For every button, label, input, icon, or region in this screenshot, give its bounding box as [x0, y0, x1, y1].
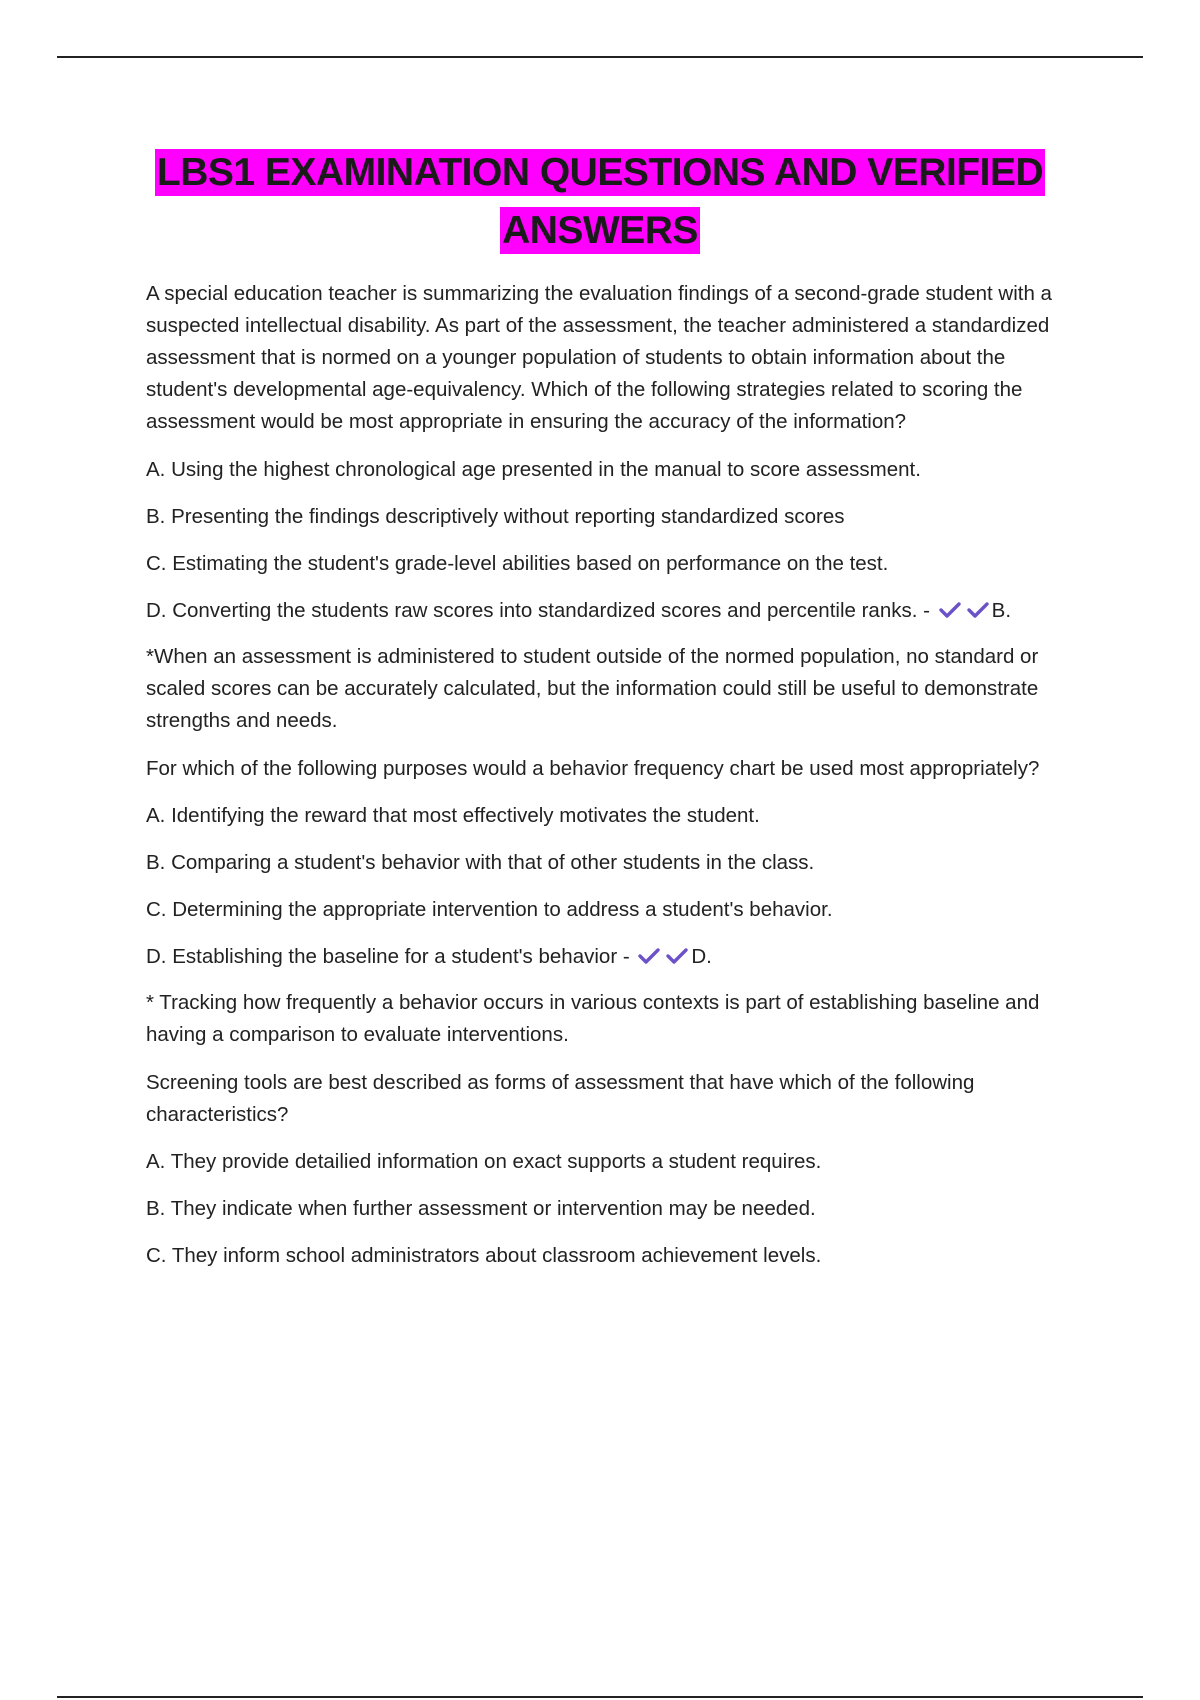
question-1-option-d: D. Converting the students raw scores into standardized scores and percentile ranks. - [146, 599, 930, 622]
document-body [146, 278, 1086, 1272]
question-3-option-b: B. They indicate when further assessment or intervention may be needed. [146, 1197, 816, 1220]
question-1-option-b: B. Presenting the findings descriptively without reporting standardized scores [146, 505, 845, 528]
question-1-explanation: *When an assessment is administered to student outside of the normed population, no standard or scaled scores can be accurately calculated, but the information could still be useful to demonstrate strengths and needs. [146, 645, 1039, 732]
question-3-option-a: A. They provide detailied information on exact supports a student requires. [146, 1150, 822, 1173]
check-icon [665, 946, 689, 966]
document-title [100, 144, 1100, 260]
question-1-option-d-line [146, 595, 1086, 627]
check-icon [966, 600, 990, 620]
question-2-option-a: A. Identifying the reward that most effectively motivates the student. [146, 804, 760, 827]
question-2-text: For which of the following purposes would a behavior frequency chart be used most appropriately? [146, 757, 1040, 780]
question-2-answer: D. [691, 945, 712, 968]
question-2-option-d: D. Establishing the baseline for a student's behavior - [146, 945, 630, 968]
question-1-option-a: A. Using the highest chronological age presented in the manual to score assessment. [146, 458, 921, 481]
question-2-explanation: * Tracking how frequently a behavior occurs in various contexts is part of establishing baseline and having a comparison to evaluate interventions. [146, 991, 1040, 1046]
question-3-option-c: C. They inform school administrators about classroom achievement levels. [146, 1244, 822, 1267]
question-1-option-c: C. Estimating the student's grade-level abilities based on performance on the test. [146, 552, 889, 575]
question-1-text: A special education teacher is summarizing the evaluation findings of a second-grade student with a suspected intellectual disability. As part of the assessment, the teacher administered a standardized assessment that is normed on a younger population of students to obtain information about the student's developmental age-equivalency. Which of the following strategies related to scoring the assessment would be most appropriate in ensuring the accuracy of the information? [146, 282, 1052, 433]
question-2-option-d-line [146, 941, 1086, 973]
question-1-answer: B. [991, 599, 1012, 622]
check-icon [938, 600, 962, 620]
title-highlight: LBS1 EXAMINATION QUESTIONS AND VERIFIED ANSWERS [156, 151, 1044, 252]
question-3-text: Screening tools are best described as forms of assessment that have which of the following characteristics? [146, 1071, 975, 1126]
top-rule [57, 56, 1143, 58]
question-2-option-b: B. Comparing a student's behavior with that of other students in the class. [146, 851, 815, 874]
bottom-rule [57, 1696, 1143, 1698]
check-icon [637, 946, 661, 966]
question-2-option-c: C. Determining the appropriate intervention to address a student's behavior. [146, 898, 833, 921]
